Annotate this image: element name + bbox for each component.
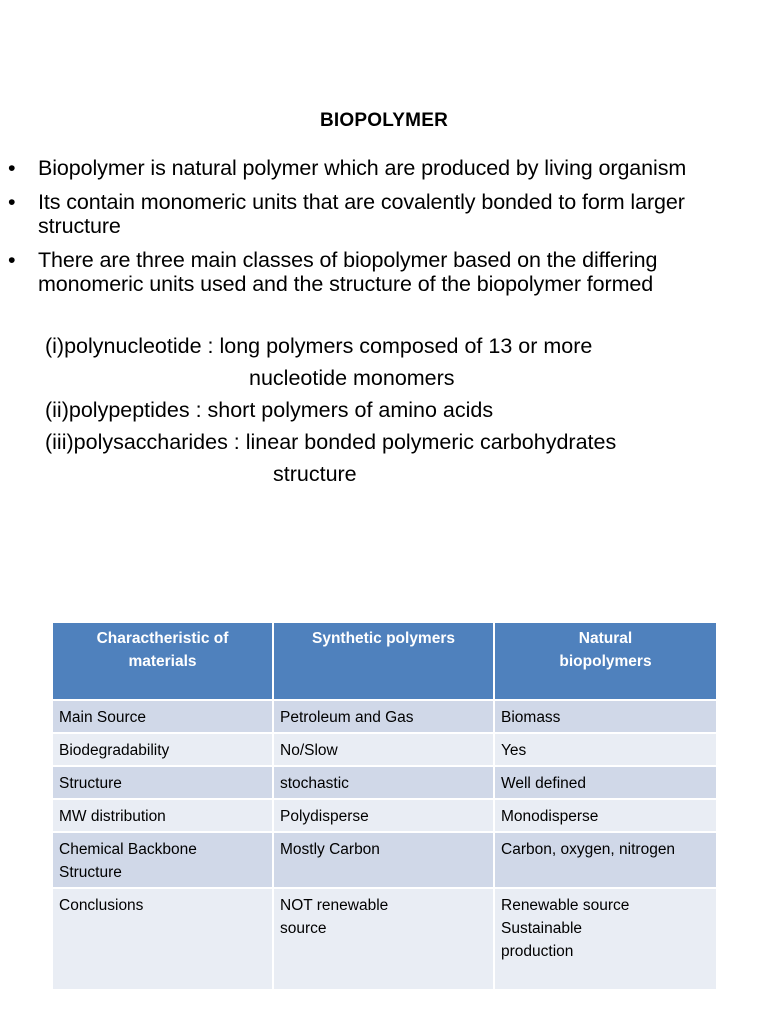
cell-text: Well defined	[501, 775, 587, 792]
header-line: Synthetic polymers	[312, 630, 455, 647]
class-polynucleotide: (i)polynucleotide : long polymers composed of 13 or more	[45, 334, 593, 358]
cell-natural	[494, 799, 716, 832]
cell-natural	[494, 832, 716, 888]
table-row	[53, 700, 716, 733]
cell-text: Biodegradability	[59, 742, 170, 759]
cell-characteristic	[53, 832, 273, 888]
cell-text: Sustainable	[501, 920, 583, 937]
class-polysaccharides: (iii)polysaccharides : linear bonded polymeric carbohydrates	[45, 430, 617, 454]
cell-text: NOT renewable	[280, 897, 389, 914]
cell-text: Biomass	[501, 709, 561, 726]
header-natural	[494, 623, 716, 700]
table-row	[53, 733, 716, 766]
cell-characteristic	[53, 799, 273, 832]
comparison-table	[53, 623, 716, 989]
bullet-text: Biopolymer is natural polymer which are produced by living organism	[38, 156, 687, 180]
class-polypeptides: (ii)polypeptides : short polymers of amino acids	[45, 398, 494, 422]
cell-text: Yes	[501, 742, 527, 759]
table-header-row	[53, 623, 716, 700]
bullet-marker: •	[8, 156, 16, 180]
bullet-marker: •	[8, 190, 16, 214]
table-row	[53, 888, 716, 989]
bullet-marker: •	[8, 248, 16, 272]
cell-text: stochastic	[280, 775, 349, 792]
cell-natural	[494, 888, 716, 989]
cell-natural	[494, 766, 716, 799]
cell-text: production	[501, 943, 574, 960]
cell-text: Mostly Carbon	[280, 841, 380, 858]
cell-text: Chemical Backbone	[59, 841, 197, 858]
cell-text: Monodisperse	[501, 808, 599, 825]
class-polynucleotide-continued: nucleotide monomers	[249, 366, 455, 390]
table-row	[53, 766, 716, 799]
bullet-item	[8, 156, 766, 180]
cell-text: Conclusions	[59, 897, 144, 914]
cell-synthetic	[273, 766, 494, 799]
table-row	[53, 799, 716, 832]
header-line: Charactheristic of	[96, 630, 229, 647]
slide-title: BIOPOLYMER	[320, 110, 448, 131]
bullet-item	[8, 248, 766, 296]
cell-text: No/Slow	[280, 742, 338, 759]
cell-text: Main Source	[59, 709, 147, 726]
bullet-list	[8, 156, 766, 306]
cell-text: Renewable source	[501, 897, 630, 914]
bullet-item	[8, 190, 766, 238]
cell-characteristic	[53, 766, 273, 799]
cell-text: source	[280, 920, 327, 937]
cell-text: Polydisperse	[280, 808, 369, 825]
cell-characteristic	[53, 888, 273, 989]
header-line: materials	[128, 653, 197, 670]
class-polysaccharides-continued: structure	[273, 462, 357, 486]
cell-text: Petroleum and Gas	[280, 709, 414, 726]
cell-synthetic	[273, 832, 494, 888]
bullet-text: Its contain monomeric units that are covalently bonded to form larger structure	[38, 190, 685, 238]
cell-synthetic	[273, 700, 494, 733]
cell-characteristic	[53, 733, 273, 766]
cell-natural	[494, 700, 716, 733]
cell-synthetic	[273, 733, 494, 766]
header-line: biopolymers	[559, 653, 652, 670]
header-line: Natural	[578, 630, 633, 647]
cell-synthetic	[273, 888, 494, 989]
cell-synthetic	[273, 799, 494, 832]
header-characteristic	[53, 623, 273, 700]
table-row	[53, 832, 716, 888]
cell-natural	[494, 733, 716, 766]
cell-text: Carbon, oxygen, nitrogen	[501, 841, 676, 858]
cell-characteristic	[53, 700, 273, 733]
bullet-text: There are three main classes of biopolymer based on the differing monomeric units used and the structure of the biopolymer formed	[38, 248, 658, 296]
cell-text: Structure	[59, 864, 122, 881]
cell-text: MW distribution	[59, 808, 166, 825]
biopolymer-classes	[0, 330, 768, 490]
cell-text: Structure	[59, 775, 122, 792]
header-synthetic	[273, 623, 494, 700]
